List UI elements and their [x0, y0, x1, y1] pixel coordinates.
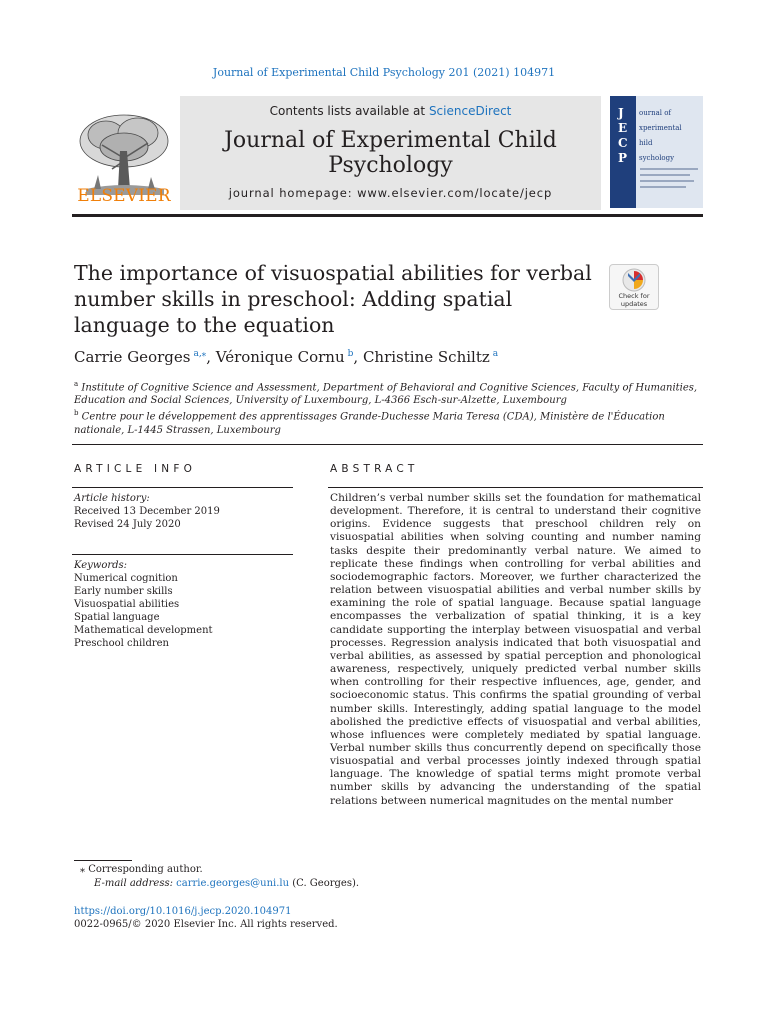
email-link[interactable]: carrie.georges@uni.lu: [176, 878, 290, 889]
abstract-text: Children’s verbal number skills set the foundation for mathematical development. Therefore, it is central to understand their cognitive origins. Evidence suggests that preschool children rely on visuospatial abilities when solving counting and number naming tasks despite their predominantly verbal nature. We aimed to replicate these findings when controlling for verbal abilities and sociodemographic factors. Moreover, we further characterized the relation between visuospatial abilities and verbal number skills by examining the role of spatial language. Because spatial language encompasses the verbalization of spatial thinking, it is a key candidate supporting the interplay between visuospatial and verbal processes. Regression analysis indicated that both visuospatial and verbal abilities, as assessed by spatial perception and phonological awareness, respectively, uniquely predicted verbal number skills when controlling for their respective influences, age, gender, and socioeconomic status. This confirms the spatial grounding of verbal number skills. Interestingly, adding spatial language to the model abolished the predictive effects of visuospatial and verbal abilities, whose influences were completely mediated by spatial language. Verbal number skills thus concurrently depend on specifically those visuospatial and verbal processes jointly indexed through spatial language. The knowledge of spatial terms might promote verbal number skills by advancing the understanding of the spatial relations between numerical magnitudes on the mental number: [330, 492, 701, 807]
cover-title-row: [610, 106, 703, 120]
keyword-item: Numerical cognition: [74, 573, 178, 584]
corresponding-author-note: ⁎ Corresponding author.: [80, 864, 203, 875]
corresponding-mark: ⁎: [80, 864, 85, 875]
keyword-item: Visuospatial abilities: [74, 599, 180, 610]
crossmark-label-1: Check for: [618, 292, 650, 300]
homepage-link[interactable]: www.elsevier.com/locate/jecp: [357, 186, 553, 200]
author-list: Carrie Georges $^{a,⁎}$, Véronique Cornu $^b$, Christine Schiltz $^a$: [74, 348, 499, 366]
keyword-item: Spatial language: [74, 612, 160, 623]
cover-title-row: [610, 121, 703, 135]
doi-link[interactable]: https://doi.org/10.1016/j.jecp.2020.104971: [74, 906, 292, 917]
journal-cover-thumbnail[interactable]: [610, 96, 703, 208]
cover-word: hild: [639, 139, 653, 147]
cover-letter: C: [618, 136, 628, 150]
crossmark-icon: [610, 267, 658, 293]
copyright-line: 0022-0965/© 2020 Elsevier Inc. All rights reserved.: [74, 919, 338, 930]
keyword-item: Preschool children: [74, 638, 169, 649]
article-info-heading: ARTICLE INFO: [74, 463, 197, 475]
contents-lists-line: [180, 104, 601, 118]
cover-letter: J: [618, 106, 624, 120]
author-affiliation-mark[interactable]: a,⁎: [193, 349, 207, 359]
keywords-label: Keywords:: [74, 560, 128, 571]
masthead-rule: [72, 214, 703, 217]
article-info-rule: [72, 487, 293, 488]
affiliation-text: Institute of Cognitive Science and Assessment, Department of Behavioral and Cognitive Sciences, Faculty of Humanities, Education and Social Sciences, University of Luxembourg, L-4366 Esch-sur-Alzette, Luxembourg: [74, 382, 698, 407]
cover-letter: E: [618, 121, 628, 135]
journal-title: Journal of Experimental Child Psychology: [224, 128, 557, 178]
abstract-rule: [328, 487, 703, 488]
elsevier-wordmark: ELSEVIER: [77, 186, 171, 206]
article-title: The importance of visuospatial abilities for verbal number skills in preschool: Adding spatial language to the equation: [74, 261, 592, 337]
affiliation-item: [74, 378, 714, 407]
cover-word: sychology: [639, 154, 675, 162]
author-name[interactable]: Christine Schiltz: [362, 348, 490, 366]
keyword-item: Mathematical development: [74, 625, 213, 636]
cover-title-row: [610, 136, 703, 150]
crossmark-label-2: updates: [620, 300, 648, 308]
cover-word: xperimental: [639, 124, 682, 132]
check-for-updates-badge[interactable]: [609, 264, 659, 310]
sciencedirect-link[interactable]: ScienceDirect: [428, 104, 512, 118]
cover-letter: P: [618, 151, 628, 165]
keywords-block: [74, 559, 213, 650]
author-affiliation-mark[interactable]: b: [347, 349, 354, 359]
author-name[interactable]: Véronique Cornu: [215, 348, 345, 366]
history-label: Article history:: [74, 493, 150, 504]
revised-date: Revised 24 July 2020: [74, 519, 181, 530]
title-block-rule: [72, 444, 703, 445]
email-label: E-mail address:: [94, 878, 177, 889]
affiliation-mark: a: [74, 380, 79, 388]
abstract-heading: ABSTRACT: [330, 463, 419, 475]
affiliation-mark: b: [74, 409, 79, 418]
cover-word: ournal of: [639, 109, 672, 117]
affiliation-text: Centre pour le développement des apprentissages Grande-Duchesse Maria Teresa (CDA), Ministère de l'Éducation nationale, L-1445 Strassen, Luxembourg: [74, 411, 665, 436]
footnote-rule: [74, 860, 132, 861]
homepage-label: journal homepage:: [228, 186, 358, 200]
email-note: [94, 878, 359, 889]
journal-homepage-line: [180, 186, 601, 200]
received-date: Received 13 December 2019: [74, 506, 220, 517]
affiliation-item: [74, 407, 714, 436]
author-affiliation-mark[interactable]: a: [492, 349, 499, 359]
journal-citation[interactable]: Journal of Experimental Child Psychology 201 (2021) 104971: [212, 66, 556, 79]
article-history: [74, 492, 220, 531]
journal-banner: [180, 96, 601, 210]
affiliations: [74, 378, 714, 437]
keyword-item: Early number skills: [74, 586, 173, 597]
author-name[interactable]: Carrie Georges: [74, 348, 191, 366]
email-suffix: (C. Georges).: [289, 878, 360, 889]
contents-prefix: Contents lists available at: [269, 104, 429, 118]
keywords-rule: [72, 554, 293, 555]
cover-title-row: [610, 151, 703, 165]
